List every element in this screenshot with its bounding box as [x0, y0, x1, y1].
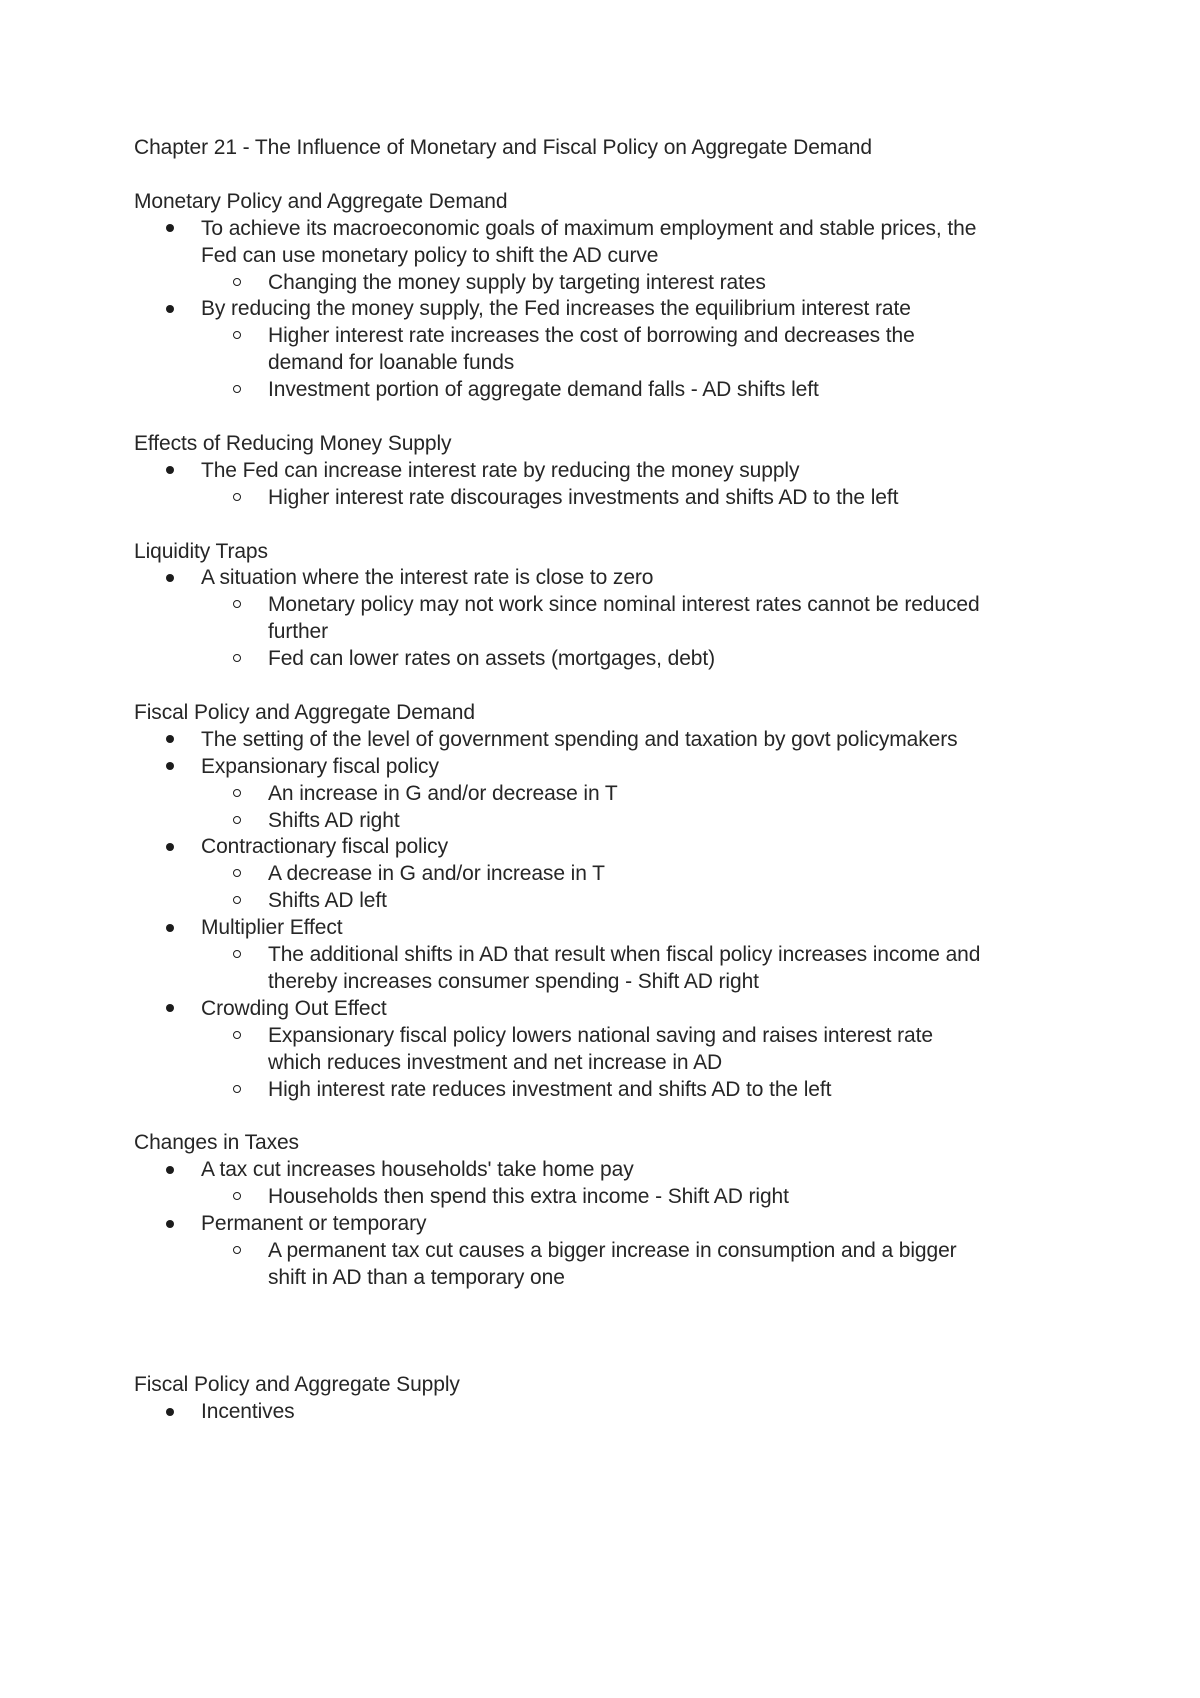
bullet-icon: [166, 1408, 174, 1416]
bullet-icon: [166, 762, 174, 770]
bullet-icon: [166, 1220, 174, 1228]
sub-list-item: The additional shifts in AD that result when fiscal policy increases income and: [268, 943, 981, 966]
bullet-icon: [166, 574, 174, 582]
hollow-bullet-icon: [233, 1246, 241, 1254]
list-item: Crowding Out Effect: [201, 996, 387, 1020]
hollow-bullet-icon: [233, 600, 241, 608]
list-item: Permanent or temporary: [201, 1212, 427, 1235]
sub-list-item: Expansionary fiscal policy lowers national saving and raises interest rate: [268, 1023, 933, 1047]
bullet-icon: [166, 924, 174, 932]
hollow-bullet-icon: [233, 493, 241, 501]
sub-list-item: A decrease in G and/or increase in T: [268, 862, 605, 886]
section-heading: Effects of Reducing Money Supply: [134, 431, 452, 455]
bullet-icon: [166, 466, 174, 474]
sub-list-item: High interest rate reduces investment and shifts AD to the left: [268, 1077, 832, 1101]
list-item: Multiplier Effect: [201, 916, 343, 940]
hollow-bullet-icon: [233, 1192, 241, 1200]
hollow-bullet-icon: [233, 278, 241, 286]
sub-list-item: A permanent tax cut causes a bigger increase in consumption and a bigger: [268, 1238, 957, 1262]
list-item: Contractionary fiscal policy: [201, 835, 448, 859]
section-heading: Liquidity Traps: [134, 539, 268, 563]
bullet-icon: [166, 1166, 174, 1174]
section-heading: Monetary Policy and Aggregate Demand: [134, 189, 508, 213]
sub-list-item: thereby increases consumer spending - Shift AD right: [268, 969, 759, 993]
bullet-icon: [166, 735, 174, 743]
list-item: By reducing the money supply, the Fed increases the equilibrium interest rate: [201, 297, 911, 321]
sub-list-item: Shifts AD left: [268, 889, 387, 913]
section-heading: Fiscal Policy and Aggregate Supply: [134, 1373, 460, 1397]
bullet-icon: [166, 843, 174, 851]
bullet-icon: [166, 305, 174, 313]
hollow-bullet-icon: [233, 816, 241, 824]
hollow-bullet-icon: [233, 385, 241, 393]
list-item: A situation where the interest rate is close to zero: [201, 566, 654, 590]
hollow-bullet-icon: [233, 789, 241, 797]
hollow-bullet-icon: [233, 1085, 241, 1093]
hollow-bullet-icon: [233, 331, 241, 339]
sub-list-item: Monetary policy may not work since nominal interest rates cannot be reduced: [268, 593, 980, 617]
list-item: The Fed can increase interest rate by reducing the money supply: [201, 458, 800, 482]
sub-list-item: Shifts AD right: [268, 808, 400, 832]
hollow-bullet-icon: [233, 654, 241, 662]
bullet-icon: [166, 224, 174, 232]
list-item: A tax cut increases households' take home pay: [201, 1158, 634, 1182]
section-heading: Changes in Taxes: [134, 1131, 299, 1155]
list-item: Incentives: [201, 1400, 295, 1424]
bullet-icon: [166, 1004, 174, 1012]
section-heading: Fiscal Policy and Aggregate Demand: [134, 700, 475, 724]
hollow-bullet-icon: [233, 869, 241, 877]
list-item: The setting of the level of government spending and taxation by govt policymakers: [201, 727, 958, 751]
list-item: To achieve its macroeconomic goals of maximum employment and stable prices, the: [201, 216, 977, 240]
hollow-bullet-icon: [233, 1031, 241, 1039]
list-item: Expansionary fiscal policy: [201, 754, 439, 778]
sub-list-item: Investment portion of aggregate demand falls - AD shifts left: [268, 378, 819, 402]
sub-list-item: which reduces investment and net increase in AD: [268, 1050, 723, 1074]
sub-list-item: further: [268, 620, 328, 644]
sub-list-item: shift in AD than a temporary one: [268, 1265, 565, 1289]
list-item: Fed can use monetary policy to shift the AD curve: [201, 243, 659, 267]
sub-list-item: Higher interest rate discourages investments and shifts AD to the left: [268, 485, 899, 509]
sub-list-item: Changing the money supply by targeting interest rates: [268, 270, 766, 294]
sub-list-item: Higher interest rate increases the cost of borrowing and decreases the: [268, 324, 915, 348]
sub-list-item: An increase in G and/or decrease in T: [268, 781, 618, 805]
hollow-bullet-icon: [233, 896, 241, 904]
page-title: Chapter 21 - The Influence of Monetary and Fiscal Policy on Aggregate Demand: [134, 136, 872, 159]
hollow-bullet-icon: [233, 950, 241, 958]
sub-list-item: Fed can lower rates on assets (mortgages, debt): [268, 647, 716, 671]
sub-list-item: demand for loanable funds: [268, 351, 515, 375]
sub-list-item: Households then spend this extra income - Shift AD right: [268, 1185, 789, 1209]
